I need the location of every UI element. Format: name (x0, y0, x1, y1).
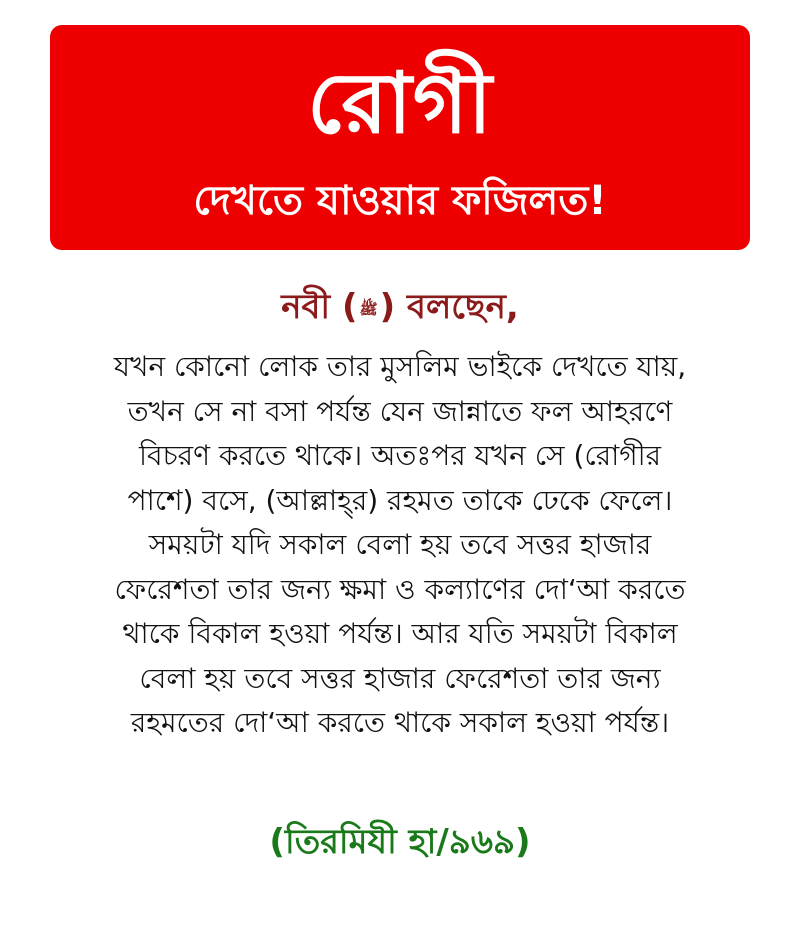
hadith-text (30, 345, 770, 746)
salawat-calligraphy-icon: ﷺ (359, 299, 378, 318)
hadith-line: থাকে বিকাল হওয়া পর্যন্ত। আর যতি সময়টা বিকাল (122, 617, 678, 650)
title-banner (50, 25, 750, 250)
speaker-suffix: ) বলছেন, (379, 287, 519, 327)
speaker-prefix: নবী ( (281, 287, 358, 327)
hadith-line: ফেরেশতা তার জন্য ক্ষমা ও কল্যাণের দো‘আ করতে (114, 572, 686, 606)
banner-title: রোগী (307, 54, 493, 152)
hadith-line: যখন কোনো লোক তার মুসলিম ভাইকে দেখতে যায়, (113, 350, 687, 383)
source-reference: (তিরমিযী হা/৯৬৯) (269, 822, 531, 862)
hadith-line: সময়টা যদি সকাল বেলা হয় তবে সত্তর হাজার (148, 528, 652, 561)
hadith-line: বিচরণ করতে থাকে। অতঃপর যখন সে (রোগীর (138, 439, 662, 472)
banner-subtitle: দেখতে যাওয়ার ফজিলত! (193, 178, 607, 224)
hadith-line: বেলা হয় তবে সত্তর হাজার ফেরেশতা তার জন্য (139, 661, 661, 695)
hadith-line: তখন সে না বসা পর্যন্ত যেন জান্নাতে ফল আহরণে (127, 394, 673, 428)
hadith-line: রহমতের দো‘আ করতে থাকে সকাল হওয়া পর্যন্ত। (130, 706, 670, 739)
speaker-heading (0, 282, 800, 332)
hadith-line: পাশে) বসে, (আল্লাহ্‌র) রহমত তাকে ঢেকে ফেলে। (127, 483, 673, 517)
